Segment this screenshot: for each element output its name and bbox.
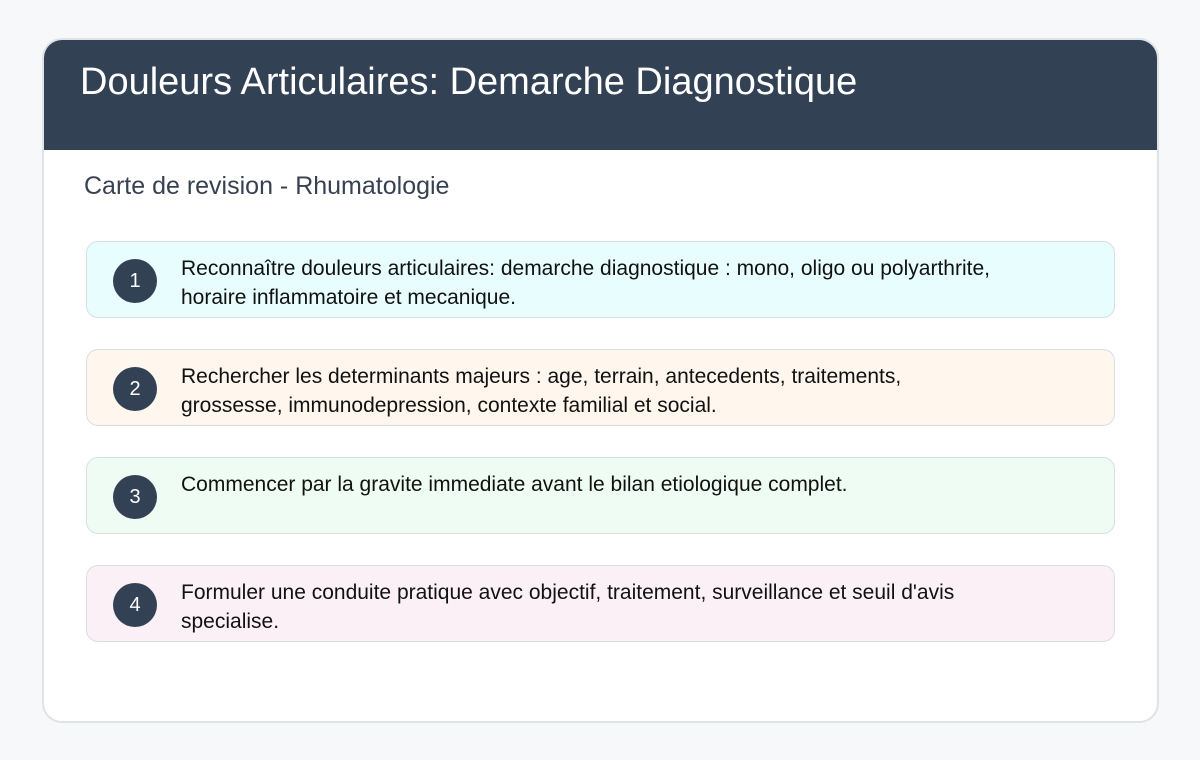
card-header	[44, 40, 1157, 150]
step-number-badge: 3	[113, 475, 157, 519]
step-text: Reconnaître douleurs articulaires: demarche diagnostique : mono, oligo ou polyarthrite, horaire inflammatoire et mecanique.	[181, 257, 990, 309]
step-text: Formuler une conduite pratique avec objectif, traitement, surveillance et seuil d'avis specialise.	[181, 581, 955, 633]
step-text: Rechercher les determinants majeurs : age, terrain, antecedents, traitements, grossesse, immunodepression, contexte familial et social.	[181, 365, 902, 417]
list-item	[86, 565, 1115, 642]
step-number-badge: 2	[113, 367, 157, 411]
list-item	[86, 241, 1115, 318]
step-number-badge: 4	[113, 583, 157, 627]
revision-card	[42, 38, 1159, 723]
list-item	[86, 349, 1115, 426]
step-number-badge: 1	[113, 259, 157, 303]
step-text: Commencer par la gravite immediate avant le bilan etiologique complet.	[181, 473, 848, 496]
card-subtitle: Carte de revision - Rhumatologie	[84, 172, 450, 200]
card-title: Douleurs Articulaires: Demarche Diagnostique	[80, 61, 858, 103]
list-item	[86, 457, 1115, 534]
